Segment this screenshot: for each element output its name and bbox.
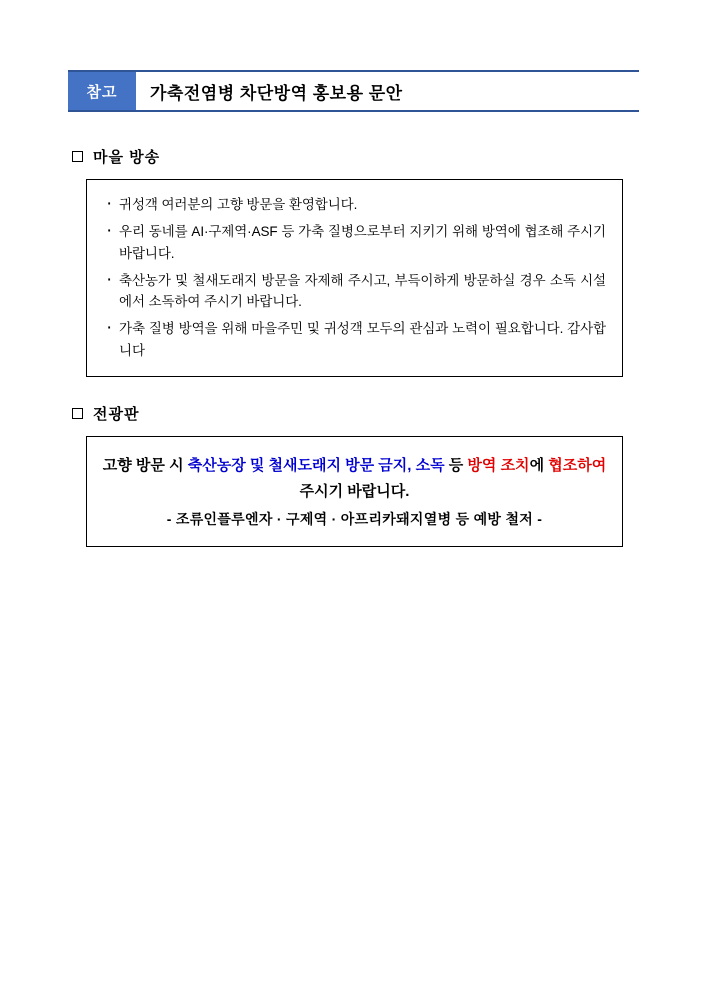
section-heading-label: 전광판	[93, 406, 140, 424]
page-title: 가축전염병 차단방역 홍보용 문안	[150, 83, 403, 103]
section-heading-label: 마을 방송	[93, 149, 161, 166]
broadcast-bullet-list	[103, 194, 606, 362]
electric-board-box	[86, 436, 623, 547]
board-message-line-2: - 조류인플루엔자 · 구제역 · 아프리카돼지열병 등 예방 철저 -	[166, 511, 543, 528]
section-heading-broadcast	[72, 146, 639, 167]
board-message-line-1	[99, 453, 610, 504]
board-text-segment: 등	[444, 457, 468, 475]
board-text-segment: 주시기 바랍니다.	[299, 482, 410, 500]
section-heading-electric-board	[72, 403, 639, 424]
list-item: · 가축 질병 방역을 위해 마을주민 및 귀성객 모두의 관심과 노력이 필요합니다. 감사합니다	[103, 318, 606, 362]
list-item: · 축산농가 및 철새도래지 방문을 자제해 주시고, 부득이하게 방문하실 경우 소독 시설에서 소독하여 주시기 바랍니다.	[103, 270, 606, 314]
broadcast-script-box	[86, 179, 623, 377]
checkbox-icon	[72, 408, 83, 419]
list-item: · 귀성객 여러분의 고향 방문을 환영합니다.	[103, 194, 606, 216]
board-text-segment-highlight-red: 방역 조치	[467, 457, 530, 475]
list-item: · 우리 동네를 AI·구제역·ASF 등 가축 질병으로부터 지키기 위해 방역에 협조해 주시기 바랍니다.	[103, 221, 606, 265]
document-header	[68, 70, 639, 112]
board-text-segment: 에	[529, 457, 549, 475]
board-text-segment: 고향 방문 시	[102, 457, 188, 475]
checkbox-icon	[72, 151, 83, 162]
board-text-segment-highlight-blue: 축산농장 및 철새도래지 방문 금지, 소독	[187, 457, 445, 475]
board-text-segment-highlight-red: 협조하여	[548, 457, 607, 475]
header-tag-label: 참고	[68, 72, 136, 110]
section-spacer	[68, 377, 639, 403]
